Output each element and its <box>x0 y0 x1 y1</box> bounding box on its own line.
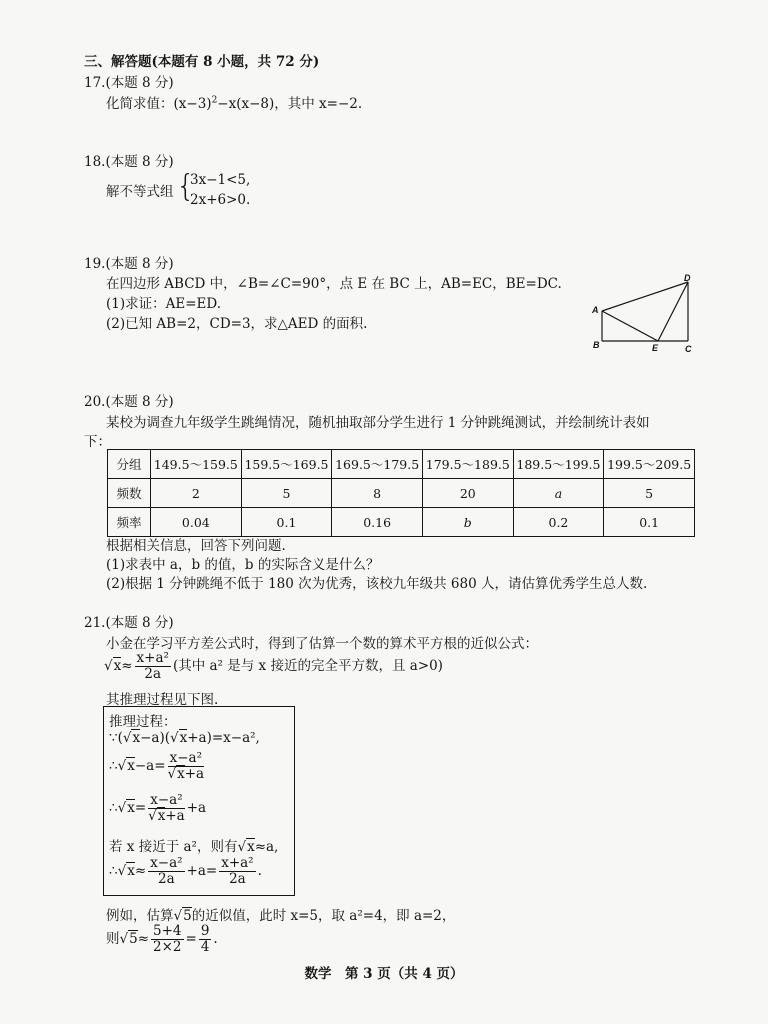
sqrt-arg: x <box>113 658 122 674</box>
table-cell: 0.1 <box>604 508 695 537</box>
example-sq: 5 <box>183 908 192 924</box>
l5-b: x <box>127 863 135 879</box>
l5-num1: x−a² <box>150 855 183 871</box>
approx-sign: ≈ <box>121 658 133 674</box>
sqrt-icon: √ <box>119 931 129 947</box>
label-e: E <box>652 343 659 353</box>
l5-den2: 2a <box>229 871 246 887</box>
q21-then <box>106 924 218 955</box>
quadrilateral-figure <box>586 268 706 358</box>
l3-fraction <box>148 793 185 824</box>
q21-process-intro: 其推理过程见下图. <box>106 692 219 708</box>
q18-line2: 2x+6>0. <box>190 192 251 208</box>
approx-formula <box>104 651 443 682</box>
q19-stem: 在四边形 ABCD 中，∠B=∠C=90°，点 E 在 BC 上，AB=EC，BE=DC. <box>106 276 562 292</box>
table-cell: 199.5～209.5 <box>604 450 695 479</box>
sqrt-icon: √ <box>122 730 132 746</box>
l1-b: x <box>132 730 141 746</box>
l2-num: x−a² <box>168 751 205 767</box>
formula-num: x+a² <box>136 650 169 666</box>
l5-num2: x+a² <box>221 855 254 871</box>
l5-fraction1 <box>148 856 184 887</box>
q19-part1: (1)求证：AE=ED. <box>106 296 222 312</box>
l2-den <box>168 767 205 782</box>
formula-fraction <box>135 651 171 682</box>
q20-stem-line2: 下： <box>84 434 111 450</box>
l3-den-sq: x <box>157 808 166 824</box>
l2-a: ∴ <box>109 758 118 774</box>
q20-part2: (2)根据 1 分钟跳绳不低于 180 次为优秀，该校九年级共 680 人，请估算优秀学生总人数. <box>106 576 648 592</box>
table-cell: 5 <box>604 479 695 508</box>
then-sq: 5 <box>129 931 138 947</box>
q18-lead: 解不等式组 <box>106 184 174 200</box>
table-cell: 0.04 <box>151 508 242 537</box>
q20-label: 20.(本题 8 分) <box>84 394 174 410</box>
l3-den-tail: +a <box>165 808 185 824</box>
box-line5 <box>109 856 262 887</box>
label-c: C <box>685 344 692 354</box>
reasoning-box <box>103 706 295 896</box>
l4-b: x <box>247 839 255 855</box>
table-cell: 149.5～159.5 <box>151 450 242 479</box>
table-cell: 2 <box>151 479 242 508</box>
l2-c: −a= <box>134 758 166 774</box>
sqrt-icon: √ <box>117 800 127 816</box>
l5-c: ≈ <box>134 863 147 879</box>
q17-text <box>106 92 362 112</box>
table-cell: a <box>513 479 604 508</box>
label-a: A <box>592 305 599 315</box>
l3-b: x <box>127 800 135 816</box>
q20-stem-line1: 某校为调查九年级学生跳绳情况，随机抽取部分学生进行 1 分钟跳绳测试，并绘制统计表如 <box>106 415 650 431</box>
segment-ae <box>602 311 658 341</box>
label-b: B <box>593 340 600 350</box>
q17-label: 17.(本题 8 分) <box>84 75 174 91</box>
box-line4 <box>109 835 278 855</box>
l1-a: ∵( <box>109 730 123 746</box>
l3-a: ∴ <box>109 800 118 816</box>
l1-c: −a)( <box>140 730 170 746</box>
then-fraction1 <box>151 924 184 955</box>
sqrt-icon: √ <box>104 658 113 674</box>
sqrt-icon: √ <box>117 863 127 879</box>
table-cell: 20 <box>422 479 513 508</box>
q20-part1: (1)求表中 a，b 的值，b 的实际含义是什么？ <box>106 557 380 573</box>
then-a: 则 <box>106 931 120 947</box>
q18-line1: 3x−1<5, <box>190 172 251 188</box>
formula-den: 2a <box>144 666 162 682</box>
sqrt-icon: √ <box>148 808 157 824</box>
table-cell: 0.1 <box>241 508 332 537</box>
row-head-groups: 分组 <box>108 450 151 479</box>
box-line1 <box>109 730 260 746</box>
example-a: 例如，估算 <box>106 908 174 924</box>
then-eq: = <box>185 931 197 947</box>
then-den: 2×2 <box>153 939 182 955</box>
l1-e: +a)=x−a², <box>187 730 260 746</box>
table-cell: b <box>422 508 513 537</box>
l3-den <box>148 809 185 824</box>
frequency-table <box>107 449 695 537</box>
row-head-counts: 频数 <box>108 479 151 508</box>
q19-part2: (2)已知 AB=2，CD=3，求△AED 的面积. <box>106 316 368 332</box>
l2-den-tail: +a <box>184 766 205 782</box>
label-d: D <box>684 273 691 283</box>
q21-example <box>106 904 455 924</box>
q18-label: 18.(本题 8 分) <box>84 154 174 170</box>
l3-c: = <box>134 800 147 816</box>
then-num2: 9 <box>200 923 210 939</box>
box-title: 推理过程： <box>109 714 177 730</box>
sqrt-icon: √ <box>173 908 183 924</box>
l3-tail: +a <box>186 800 207 816</box>
l4-a: 若 x 接近于 a²，则有 <box>109 839 238 855</box>
box-line2 <box>109 751 206 782</box>
row-head-freqs: 频率 <box>108 508 151 537</box>
l2-b: x <box>127 758 135 774</box>
table-cell: 179.5～189.5 <box>422 450 513 479</box>
q17-text-a: 化简求值：(x−3) <box>106 96 212 112</box>
l4-c: ≈a, <box>254 839 279 855</box>
page-footer: 数学 第 3 页（共 4 页） <box>304 966 464 982</box>
table-row-freqs <box>108 508 695 537</box>
l5-a: ∴ <box>109 863 118 879</box>
table-row-counts <box>108 479 695 508</box>
l5-den1: 2a <box>158 871 175 887</box>
then-end: . <box>213 931 218 947</box>
q21-label: 21.(本题 8 分) <box>84 615 174 631</box>
q17-text-b: −x(x−8)，其中 x=−2. <box>217 96 363 112</box>
table-cell: 189.5～199.5 <box>513 450 604 479</box>
table-cell: 8 <box>332 479 423 508</box>
sqrt-icon: √ <box>117 758 127 774</box>
l5-mid: +a= <box>186 863 218 879</box>
brace-icon: { <box>176 169 196 204</box>
section-header: 三、解答题(本题有 8 小题，共 72 分) <box>84 54 320 70</box>
l1-d: x <box>179 730 188 746</box>
l3-num: x−a² <box>148 793 185 809</box>
sqrt-icon: √ <box>170 730 179 746</box>
table-cell: 0.2 <box>513 508 604 537</box>
q17-sup: 2 <box>211 95 218 106</box>
table-cell: 159.5～169.5 <box>241 450 332 479</box>
l2-den-sq: x <box>177 766 185 782</box>
sqrt-icon: √ <box>237 839 247 855</box>
table-cell: 169.5～179.5 <box>332 450 423 479</box>
box-line3 <box>109 793 206 824</box>
then-fraction2 <box>199 924 212 955</box>
formula-note: (其中 a² 是与 x 接近的完全平方数，且 a>0) <box>172 658 443 674</box>
q21-intro: 小金在学习平方差公式时，得到了估算一个数的算术平方根的近似公式： <box>106 636 538 652</box>
table-cell: 0.16 <box>332 508 423 537</box>
example-b: 的近似值，此时 x=5，取 a²=4，即 a=2， <box>191 908 456 924</box>
l5-end: . <box>257 863 262 879</box>
l2-fraction <box>168 751 205 782</box>
then-num: 5+4 <box>153 923 182 939</box>
q19-label: 19.(本题 8 分) <box>84 256 174 272</box>
then-b: ≈ <box>137 931 150 947</box>
table-cell: 5 <box>241 479 332 508</box>
sqrt-icon: √ <box>167 766 177 782</box>
then-den2: 4 <box>200 939 210 955</box>
table-row-groups <box>108 450 695 479</box>
l5-fraction2 <box>219 856 255 887</box>
q20-after: 根据相关信息，回答下列问题. <box>106 538 286 554</box>
